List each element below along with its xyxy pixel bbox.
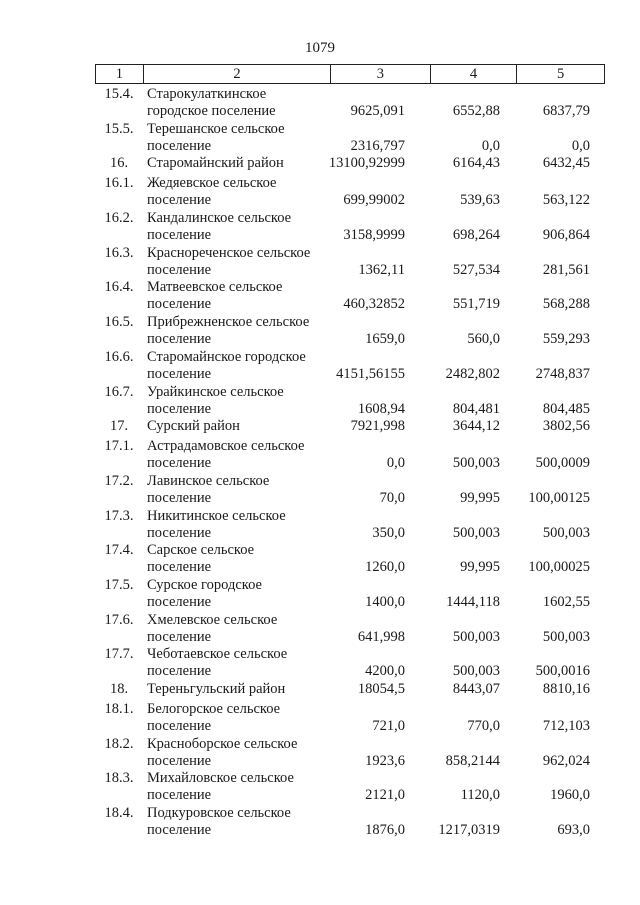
table-row	[0, 121, 640, 156]
settlement-name-line: Сурский район	[147, 418, 240, 435]
settlement-name-line: Никитинское сельское	[147, 507, 286, 524]
row-number: 16.7.	[104, 383, 134, 400]
settlement-name-line: Красноборское сельское	[147, 735, 298, 752]
value-column-5: 0,0	[571, 137, 590, 154]
column-header-1: 1	[96, 65, 144, 83]
table-row	[0, 349, 640, 384]
row-number: 16.2.	[104, 210, 134, 227]
settlement-name-line: поселение	[147, 331, 212, 348]
value-column-3: 1876,0	[365, 822, 405, 839]
table-row	[0, 508, 640, 543]
settlement-name-line: поселение	[147, 192, 212, 209]
table-row	[0, 770, 640, 805]
value-column-5: 500,0009	[535, 455, 590, 472]
value-column-4: 1217,0319	[438, 822, 500, 839]
table-row	[0, 175, 640, 210]
settlement-name-line: Сарское сельское	[147, 542, 255, 559]
value-column-5: 693,0	[557, 822, 590, 839]
row-number: 17.2.	[104, 472, 134, 489]
value-column-3: 0,0	[386, 455, 405, 472]
settlement-name	[147, 805, 337, 839]
settlement-name-line: поселение	[147, 489, 212, 506]
value-column-3: 460,32852	[343, 296, 405, 313]
row-number: 17.3.	[104, 507, 134, 524]
settlement-name-line: поселение	[147, 365, 212, 382]
settlement-name-line: поселение	[147, 593, 212, 610]
value-column-3: 2316,797	[350, 137, 405, 154]
settlement-name-line: Жедяевское сельское	[147, 175, 277, 192]
settlement-name-line: Лавинское сельское	[147, 472, 270, 489]
value-column-3: 70,0	[379, 489, 405, 506]
value-column-3: 3158,9999	[343, 227, 405, 244]
row-number: 16.4.	[104, 279, 134, 296]
table-row	[0, 577, 640, 612]
value-column-4: 770,0	[467, 718, 500, 734]
settlement-name-line: Старомайнское городское	[147, 348, 306, 365]
settlement-name	[147, 384, 337, 418]
table-row	[0, 418, 640, 438]
row-number: 16.3.	[104, 244, 134, 261]
row-number: 16.1.	[104, 175, 134, 192]
table-row	[0, 701, 640, 736]
settlement-name-line: поселение	[147, 787, 212, 804]
settlement-name-line: поселение	[147, 822, 212, 839]
value-column-3: 721,0	[372, 718, 405, 734]
value-column-5: 500,0016	[535, 663, 590, 680]
row-number: 17.	[109, 418, 129, 435]
table-row	[0, 542, 640, 577]
settlement-name-line: Кандалинское сельское	[147, 210, 292, 227]
settlement-name	[147, 121, 337, 155]
settlement-name-line: Белогорское сельское	[147, 701, 281, 717]
row-number: 15.4.	[104, 86, 134, 102]
value-column-5: 6837,79	[542, 103, 590, 119]
settlement-name-line: Чеботаевское сельское	[147, 646, 288, 663]
column-header-2: 2	[144, 65, 331, 83]
value-column-3: 1608,94	[357, 400, 405, 417]
value-column-3: 2121,0	[365, 787, 405, 804]
value-column-5: 1960,0	[550, 787, 590, 804]
value-column-3: 4151,56155	[336, 365, 405, 382]
value-column-4: 804,481	[452, 400, 500, 417]
table-body	[0, 86, 640, 840]
value-column-5: 100,00125	[528, 489, 590, 506]
value-column-3: 1659,0	[365, 331, 405, 348]
settlement-name-line: Старомайнский район	[147, 155, 284, 172]
value-column-4: 99,995	[460, 489, 500, 506]
settlement-name-line: Старокулаткинское	[147, 86, 267, 102]
settlement-name	[147, 279, 337, 313]
settlement-name-line: поселение	[147, 718, 212, 734]
value-column-5: 906,864	[542, 227, 590, 244]
value-column-4: 858,2144	[445, 752, 500, 769]
value-column-5: 563,122	[542, 192, 590, 209]
row-number: 18.2.	[104, 735, 134, 752]
table-row	[0, 612, 640, 647]
value-column-3: 350,0	[372, 524, 405, 541]
value-column-4: 527,534	[452, 261, 500, 278]
value-column-4: 539,63	[460, 192, 500, 209]
settlement-name-line: Прибрежненское сельское	[147, 314, 310, 331]
table-row	[0, 314, 640, 349]
settlement-name-line: городское поселение	[147, 103, 276, 119]
value-column-5: 2748,837	[535, 365, 590, 382]
settlement-name-line: Матвеевское сельское	[147, 279, 283, 296]
page-number: 1079	[305, 40, 335, 56]
settlement-name-line: поселение	[147, 752, 212, 769]
value-column-4: 6552,88	[452, 103, 500, 119]
value-column-5: 100,00025	[528, 559, 590, 576]
table-row	[0, 155, 640, 175]
table-row	[0, 805, 640, 840]
settlement-name-line: Краснореченское сельское	[147, 244, 311, 261]
settlement-name	[147, 577, 337, 611]
value-column-5: 6432,45	[542, 155, 590, 172]
value-column-5: 8810,16	[542, 681, 590, 697]
table-row	[0, 646, 640, 681]
value-column-4: 500,003	[452, 455, 500, 472]
table-row	[0, 736, 640, 771]
value-column-4: 6164,43	[452, 155, 500, 172]
value-column-5: 500,003	[542, 524, 590, 541]
value-column-3: 7921,998	[350, 418, 405, 435]
value-column-4: 1120,0	[460, 787, 500, 804]
settlement-name	[147, 542, 337, 576]
value-column-4: 1444,118	[446, 593, 500, 610]
settlement-name-line: поселение	[147, 559, 212, 576]
row-number: 16.6.	[104, 348, 134, 365]
value-column-4: 0,0	[481, 137, 500, 154]
value-column-5: 804,485	[542, 400, 590, 417]
value-column-3: 1260,0	[365, 559, 405, 576]
table-row	[0, 681, 640, 701]
settlement-name-line: поселение	[147, 524, 212, 541]
table-header	[95, 64, 605, 84]
settlement-name-line: поселение	[147, 400, 212, 417]
row-number: 17.1.	[104, 438, 134, 455]
value-column-3: 18054,5	[357, 681, 405, 697]
settlement-name	[147, 646, 337, 680]
value-column-4: 500,003	[452, 628, 500, 645]
table-row	[0, 279, 640, 314]
value-column-4: 551,719	[452, 296, 500, 313]
value-column-4: 560,0	[467, 331, 500, 348]
row-number: 18.	[109, 681, 129, 697]
value-column-3: 1400,0	[365, 593, 405, 610]
settlement-name	[147, 314, 337, 348]
value-column-5: 281,561	[542, 261, 590, 278]
value-column-3: 699,99002	[343, 192, 405, 209]
settlement-name-line: Михайловское сельское	[147, 770, 294, 787]
value-column-3: 9625,091	[350, 103, 405, 119]
settlement-name-line: Хмелевское сельское	[147, 611, 278, 628]
row-number: 16.5.	[104, 314, 134, 331]
settlement-name	[147, 349, 337, 383]
value-column-4: 99,995	[460, 559, 500, 576]
settlement-name-line: поселение	[147, 455, 212, 472]
settlement-name	[147, 473, 337, 507]
row-number: 15.5.	[104, 120, 134, 137]
value-column-5: 559,293	[542, 331, 590, 348]
table-row	[0, 473, 640, 508]
value-column-4: 8443,07	[452, 681, 500, 697]
table-row	[0, 438, 640, 473]
value-column-3: 641,998	[357, 628, 405, 645]
value-column-5: 1602,55	[542, 593, 590, 610]
value-column-4: 500,003	[452, 663, 500, 680]
table-row	[0, 86, 640, 121]
row-number: 17.7.	[104, 646, 134, 663]
settlement-name	[147, 701, 337, 735]
value-column-3: 1362,11	[358, 261, 405, 278]
settlement-name	[147, 175, 337, 209]
table-row	[0, 210, 640, 245]
settlement-name-line: поселение	[147, 227, 212, 244]
settlement-name-line: Астрадамовское сельское	[147, 438, 305, 455]
column-header-5: 5	[557, 66, 565, 82]
value-column-3: 1923,6	[365, 752, 405, 769]
row-number: 16.	[109, 155, 129, 172]
value-column-5: 568,288	[542, 296, 590, 313]
settlement-name	[147, 155, 337, 172]
settlement-name-line: поселение	[147, 628, 212, 645]
column-header-4: 4	[431, 65, 518, 83]
settlement-name	[147, 210, 337, 244]
value-column-5: 712,103	[542, 718, 590, 734]
settlement-name	[147, 612, 337, 646]
row-number: 17.5.	[104, 576, 134, 593]
table-row	[0, 245, 640, 280]
value-column-5: 500,003	[542, 628, 590, 645]
row-number: 18.3.	[104, 770, 134, 787]
settlement-name	[147, 438, 337, 472]
settlement-name	[147, 681, 337, 698]
settlement-name-line: Тереньгульский район	[147, 681, 286, 697]
value-column-4: 2482,802	[445, 365, 500, 382]
settlement-name	[147, 770, 337, 804]
settlement-name-line: Урайкинское сельское	[147, 383, 284, 400]
settlement-name-line: Подкуровское сельское	[147, 805, 291, 822]
row-number: 17.6.	[104, 611, 134, 628]
settlement-name-line: Терешанское сельское	[147, 120, 285, 137]
value-column-4: 500,003	[452, 524, 500, 541]
settlement-name	[147, 736, 337, 770]
row-number: 17.4.	[104, 542, 134, 559]
row-number: 18.1.	[104, 701, 134, 717]
value-column-5: 962,024	[542, 752, 590, 769]
column-header-3: 3	[331, 65, 431, 83]
settlement-name	[147, 245, 337, 279]
settlement-name-line: поселение	[147, 296, 212, 313]
value-column-4: 3644,12	[452, 418, 500, 435]
table-row	[0, 384, 640, 419]
settlement-name-line: поселение	[147, 663, 212, 680]
settlement-name-line: поселение	[147, 137, 212, 154]
row-number: 18.4.	[104, 805, 134, 822]
settlement-name-line: Сурское городское	[147, 576, 262, 593]
value-column-4: 698,264	[452, 227, 500, 244]
settlement-name	[147, 508, 337, 542]
settlement-name-line: поселение	[147, 261, 212, 278]
value-column-5: 3802,56	[542, 418, 590, 435]
value-column-3: 4200,0	[365, 663, 405, 680]
value-column-3: 13100,92999	[328, 155, 405, 172]
settlement-name	[147, 86, 337, 120]
settlement-name	[147, 418, 337, 435]
